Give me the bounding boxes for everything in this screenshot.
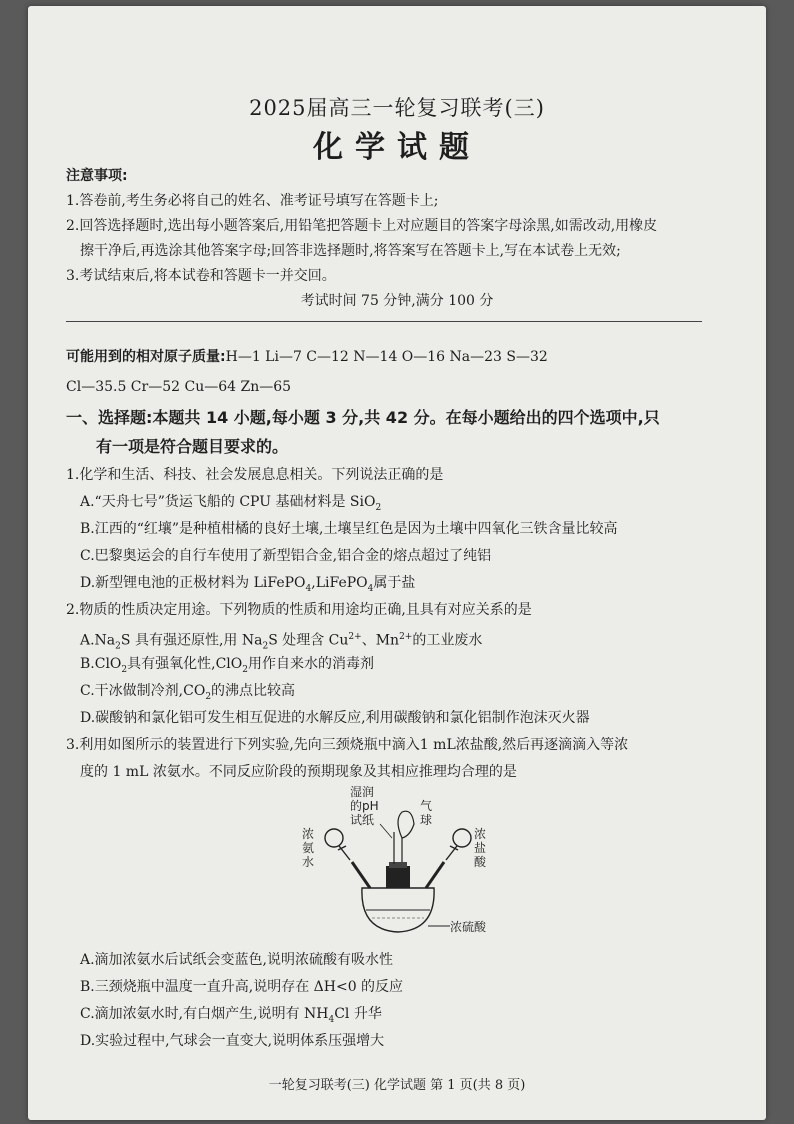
label-hcl-3: 酸 (474, 855, 487, 869)
label-ammonia-3: 水 (302, 855, 315, 869)
center-neck-stopper (386, 866, 410, 888)
q2-option-a: $A.Na_2S$ 具有强还原性,用 $Na_2S$ 处理含 $Cu^{2+}$、$Mn^{2+}$的工业废水 (80, 632, 483, 652)
q3-stem-cont: 度的 1 mL 浓氨水。不同反应阶段的预期现象及其相应推理均合理的是 (80, 764, 517, 780)
q2-option-b: B.ClO$_2$具有强氧化性,ClO$_2$用作自来水的消毒剂 (80, 656, 374, 675)
notice-item-2: 2.回答选择题时,选出每小题答案后,用铅笔把答题卡上对应题目的答案字母涂黑,如需改动,用橡皮 (66, 218, 658, 234)
label-ammonia-2: 氨 (302, 841, 315, 855)
divider-line (66, 321, 702, 322)
balloon (398, 811, 414, 838)
notice-heading: 注意事项: (66, 168, 128, 184)
atomic-mass-line-1 (66, 347, 548, 367)
exam-time-score: 考试时间 75 分钟,满分 100 分 (300, 293, 494, 309)
q2-option-c: C.干冰做制冷剂$,CO_2$的沸点比较高 (80, 683, 296, 702)
ammonia-funnel (325, 829, 343, 847)
label-balloon-2: 球 (420, 813, 433, 827)
atomic-mass-values-1: H—1 Li—7 C—12 N—14 O—16 Na—23 S—32 (225, 349, 548, 365)
label-hcl-2: 盐 (474, 841, 487, 855)
q2-option-d: D.碳酸钠和氯化铝可发生相互促进的水解反应,利用碳酸钠和氯化铝制作泡沫灭火器 (80, 710, 590, 726)
label-ammonia-1: 浓 (302, 827, 315, 841)
label-conc-sulfuric: 浓硫酸 (450, 920, 487, 934)
apparatus-figure (290, 780, 510, 940)
label-balloon-1: 气 (420, 799, 433, 813)
notice-item-3: 3.考试结束后,将本试卷和答题卡一并交回。 (66, 268, 336, 284)
label-ph-paper-2: 的pH (350, 799, 379, 813)
section-heading: 一、选择题:本题共 14 小题,每小题 3 分,共 42 分。在每小题给出的四个选项中,只 (66, 408, 660, 427)
q2-stem: 2.物质的性质决定用途。下列物质的性质和用途均正确,且具有对应关系的是 (66, 602, 532, 618)
notice-item-2-cont: 擦干净后,再选涂其他答案字母;回答非选择题时,将答案写在答题卡上,写在本试卷上无效; (80, 243, 621, 259)
atomic-mass-values-2: Cl—35.5 Cr—52 Cu—64 Zn—65 (66, 379, 292, 395)
label-hcl-1: 浓 (474, 827, 487, 841)
q3-option-c: C.滴加浓氨水时,有白烟产生,说明有 $NH_4Cl$ 升华 (80, 1006, 382, 1025)
q3-option-a: A.滴加浓氨水后试纸会变蓝色,说明浓硫酸有吸水性 (80, 952, 394, 968)
q1-option-c: C.巴黎奥运会的自行车使用了新型铝合金,铝合金的熔点超过了纯铝 (80, 548, 492, 564)
section-heading-cont: 有一项是符合题目要求的。 (96, 437, 289, 456)
hcl-funnel (453, 829, 471, 847)
label-ph-paper-3: 试纸 (350, 813, 375, 827)
q3-option-d: D.实验过程中,气球会一直变大,说明体系压强增大 (80, 1033, 385, 1049)
q1-option-a: A.“天舟七号”货运飞船的 CPU 基础材料是 SiO$_2$ (80, 494, 382, 513)
q1-stem: 1.化学和生活、科技、社会发展息息相关。下列说法正确的是 (66, 467, 444, 483)
q3-stem: 3.利用如图所示的装置进行下列实验,先向三颈烧瓶中滴入1 mL浓盐酸,然后再逐滴滴入等浓 (66, 737, 629, 753)
q3-option-b: B.三颈烧瓶中温度一直升高,说明存在 ΔH<0 的反应 (80, 979, 404, 995)
exam-title: 2025届高三一轮复习联考(三) (249, 96, 545, 120)
notice-item-1: 1.答卷前,考生务必将自己的姓名、准考证号填写在答题卡上; (66, 193, 439, 209)
atomic-mass-label: 可能用到的相对原子质量: (66, 349, 226, 365)
q1-option-d: D.新型锂电池的正极材料为 LiFePO$_4$,LiFePO$_4$属于盐 (80, 575, 416, 594)
subject-title: 化学试题 (313, 130, 481, 165)
q1-option-b: B.江西的“红壤”是种植柑橘的良好土壤,土壤呈红色是因为土壤中四氧化三铁含量比较高 (80, 521, 618, 537)
page-footer: 一轮复习联考(三) 化学试题 第 1 页(共 8 页) (268, 1078, 526, 1093)
label-ph-paper-1: 湿润 (350, 785, 375, 799)
